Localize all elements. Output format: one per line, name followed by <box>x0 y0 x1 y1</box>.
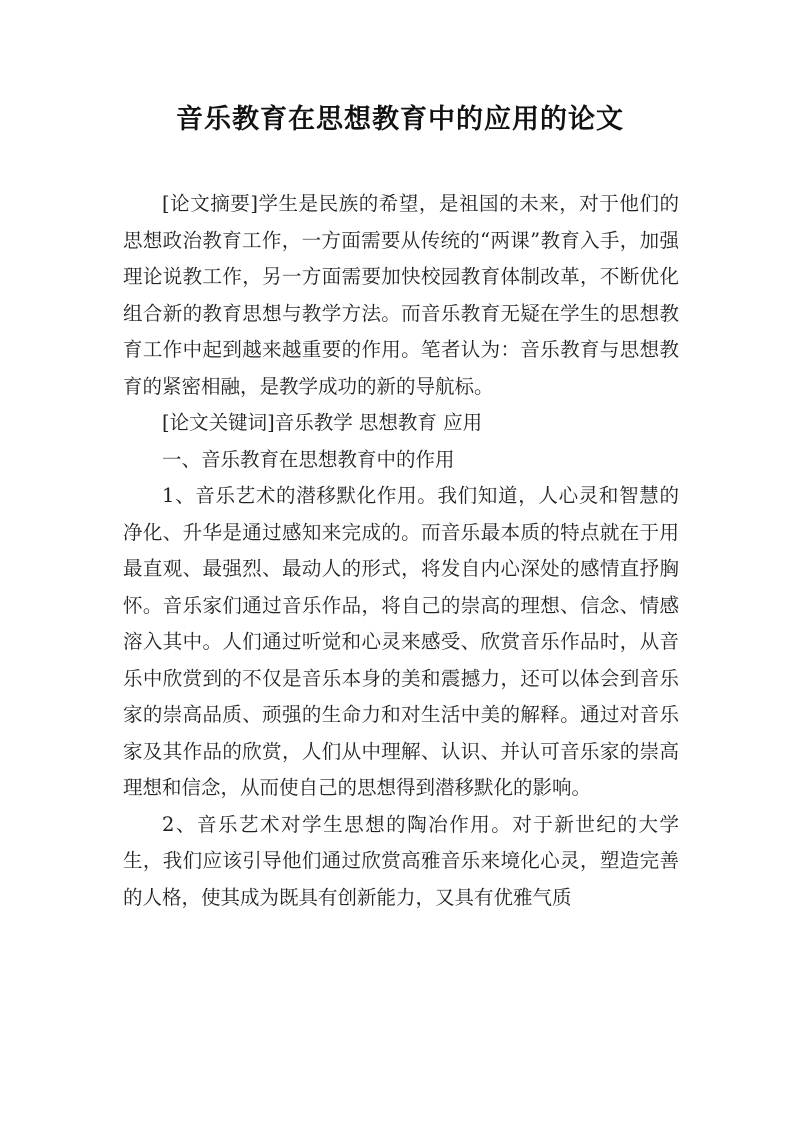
keywords-paragraph: [论文关键词]音乐教学 思想教育 应用 <box>162 411 483 434</box>
body-paragraph: 2、音乐艺术对学生思想的陶冶作用。对于新世纪的大学生，我们应该引导他们通过欣赏高雅音乐来境化心灵，塑造完善的人格，使其成为既具有创新能力，又具有优雅气质 <box>123 812 679 909</box>
document-body <box>123 186 679 916</box>
body-paragraph: 1、音乐艺术的潜移默化作用。我们知道，人心灵和智慧的净化、升华是通过感知来完成的。而音乐最本质的特点就在于用最直观、最强烈、最动人的形式，将发自内心深处的感情直抒胸怀。音乐家们通过音乐作品，将自己的崇高的理想、信念、情感溶入其中。人们通过听觉和心灵来感受、欣赏音乐作品时，从音乐中欣赏到的不仅是音乐本身的美和震撼力，还可以体会到音乐家的崇高品质、顽强的生命力和对生活中美的解释。通过对音乐家及其作品的欣赏，人们从中理解、认识、并认可音乐家的崇高理想和信念，从而使自己的思想得到潜移默化的影响。 <box>123 484 679 799</box>
section-heading: 一、音乐教育在思想教育中的作用 <box>162 447 455 471</box>
document-title: 音乐教育在思想教育中的应用的论文 <box>176 104 624 135</box>
abstract-paragraph: [论文摘要]学生是民族的希望，是祖国的未来，对于他们的思想政治教育工作，一方面需要从传统的“两课”教育入手，加强理论说教工作，另一方面需要加快校园教育体制改革，不断优化组合新的教育思想与教学方法。而音乐教育无疑在学生的思想教育工作中起到越来越重要的作用。笔者认为：音乐教育与思想教育的紧密相融，是教学成功的新的导航标。 <box>123 192 679 398</box>
